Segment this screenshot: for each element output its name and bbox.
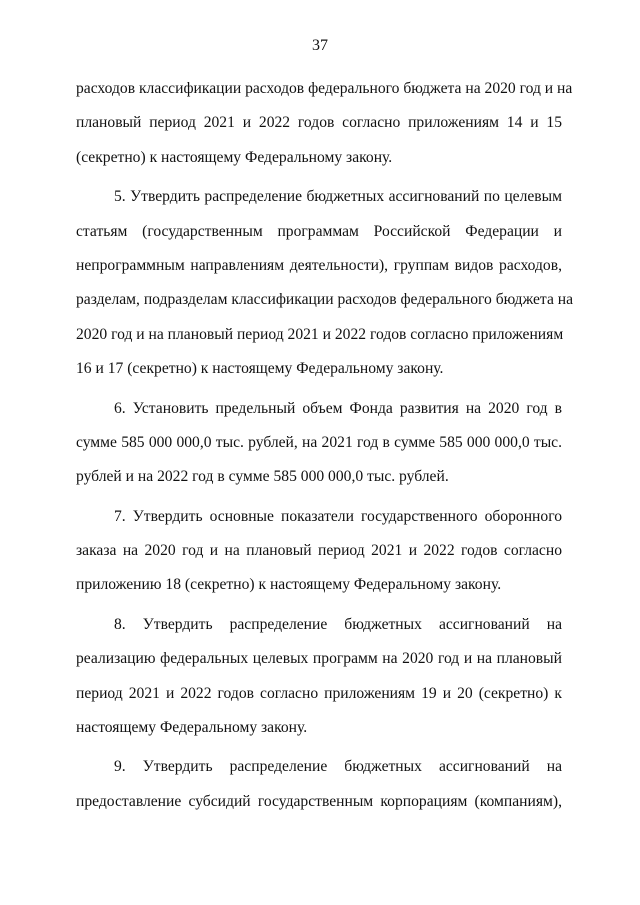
paragraph-line: 7. Утвердить основные показатели государственного оборонного: [114, 507, 562, 525]
paragraph-line: 9. Утвердить распределение бюджетных ассигнований на: [114, 758, 562, 776]
paragraph-line: 16 и 17 (секретно) к настоящему Федеральному закону.: [76, 360, 444, 378]
paragraph-line: плановый период 2021 и 2022 годов согласно приложениям 14 и 15: [76, 114, 562, 132]
paragraph: [76, 500, 562, 603]
paragraph-line: непрограммным направлениям деятельности), группам видов расходов,: [76, 256, 562, 274]
paragraph: [76, 750, 562, 819]
paragraph-line: приложению 18 (секретно) к настоящему Федеральному закону.: [76, 576, 502, 594]
paragraph-line: заказа на 2020 год и на плановый период 2021 и 2022 годов согласно: [76, 542, 562, 560]
paragraph: [76, 608, 562, 746]
paragraph-line: расходов классификации расходов федерального бюджета на 2020 год и на: [76, 80, 573, 97]
paragraph-line: (секретно) к настоящему Федеральному закону.: [76, 148, 393, 166]
paragraph-line: статьям (государственным программам Российской Федерации и: [76, 222, 562, 240]
document-body: [76, 72, 574, 824]
paragraph-line: 8. Утвердить распределение бюджетных ассигнований на: [114, 615, 562, 633]
paragraph-line: настоящему Федеральному закону.: [76, 719, 308, 737]
paragraph-line: сумме 585 000 000,0 тыс. рублей, на 2021 год в сумме 585 000 000,0 тыс.: [76, 433, 562, 451]
paragraph-line: 6. Установить предельный объем Фонда развития на 2020 год в: [114, 399, 562, 417]
paragraph-line: 2020 год и на плановый период 2021 и 2022 годов согласно приложениям: [76, 325, 564, 343]
paragraph: [76, 72, 573, 175]
paragraph-line: рублей и на 2022 год в сумме 585 000 000,0 тыс. рублей.: [76, 468, 449, 486]
paragraph: [76, 392, 562, 495]
paragraph: [76, 180, 574, 386]
paragraph-line: реализацию федеральных целевых программ на 2020 год и на плановый: [76, 650, 562, 668]
paragraph-line: 5. Утвердить распределение бюджетных ассигнований по целевым: [114, 188, 562, 206]
paragraph-line: период 2021 и 2022 годов согласно приложениям 19 и 20 (секретно) к: [76, 684, 562, 702]
page-number: 37: [312, 37, 328, 54]
paragraph-line: разделам, подразделам классификации расходов федерального бюджета на: [76, 291, 574, 309]
paragraph-line: предоставление субсидий государственным корпорациям (компаниям),: [76, 792, 562, 810]
